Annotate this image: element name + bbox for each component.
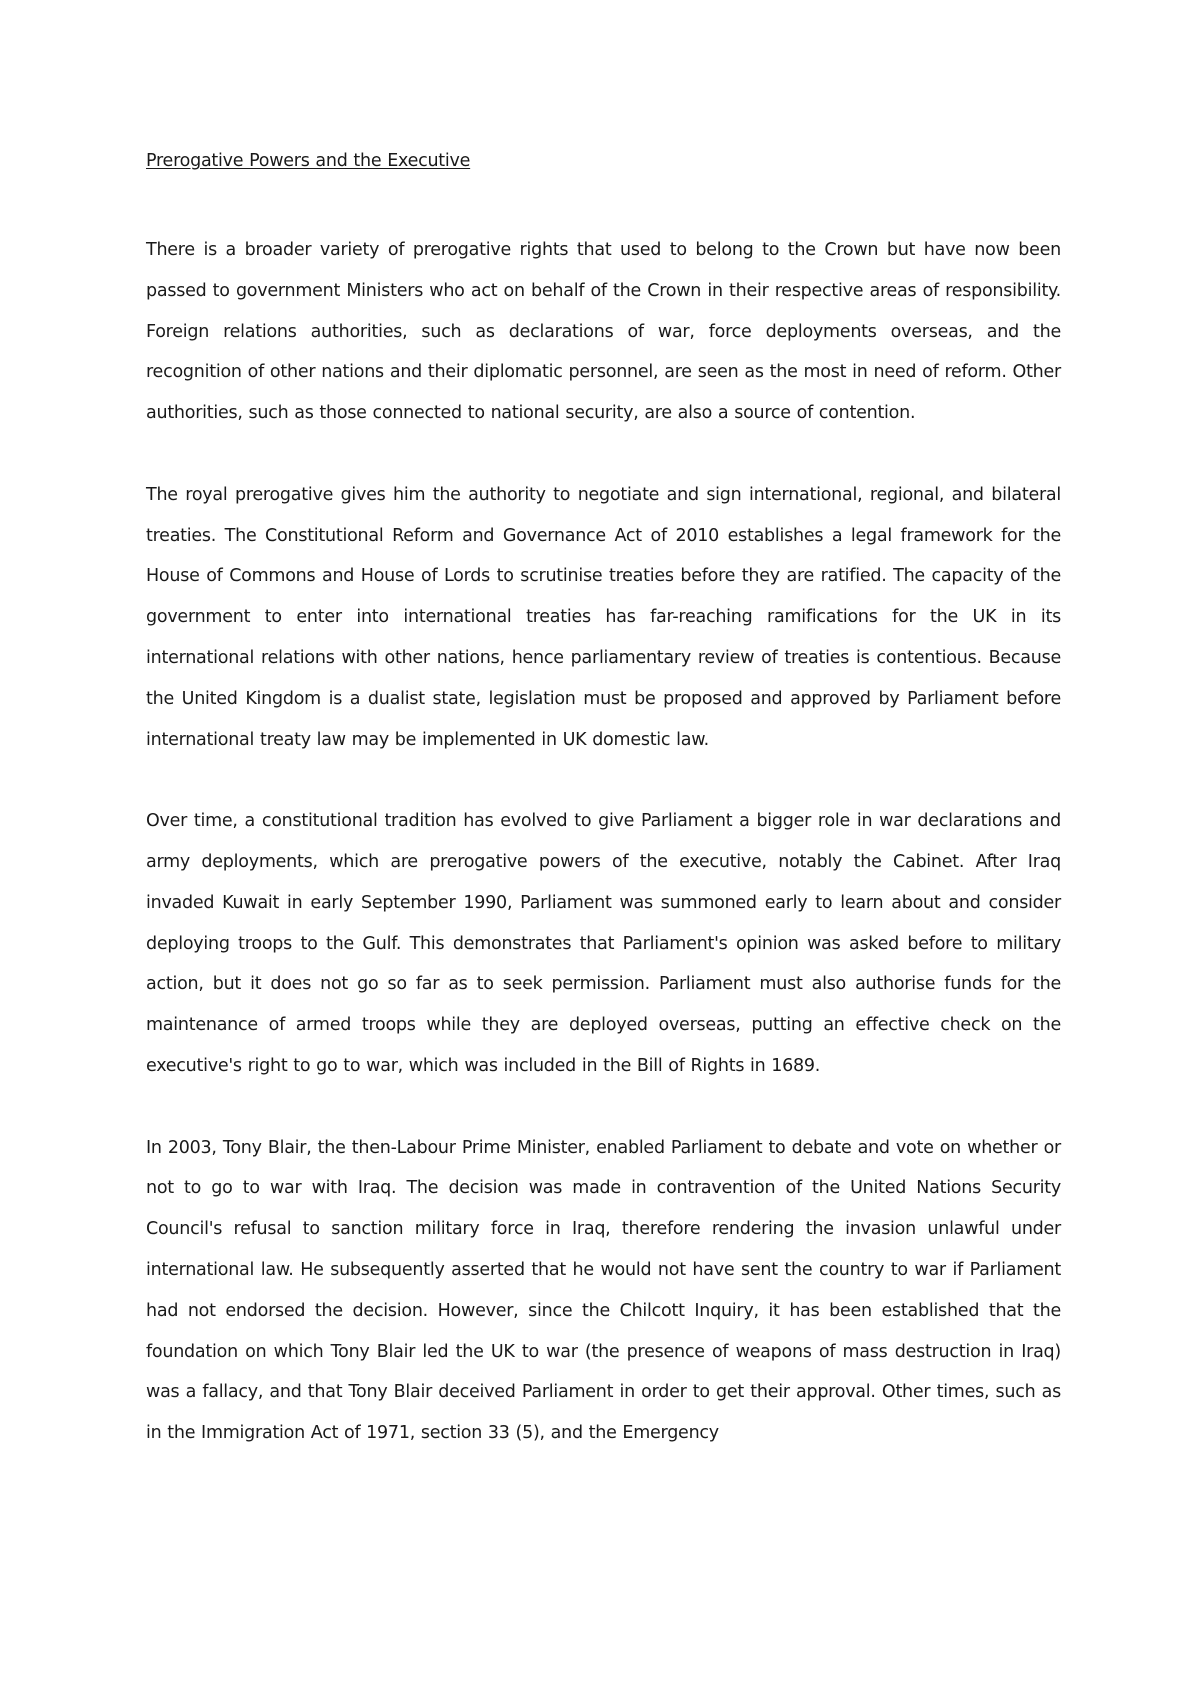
paragraph-treaties: The royal prerogative gives him the authority to negotiate and sign international, regional, and bilateral treaties. The Constitutional Reform and Governance Act of 2010 establishes a legal framework for the House of Commons and House of Lords to scrutinise treaties before they are ratified. The capacity of the government to enter into international treaties has far-reaching ramifications for the UK in its international relations with other nations, hence parliamentary review of treaties is contentious. Because the United Kingdom is a dualist state, legislation must be proposed and approved by Parliament before international treaty law may be implemented in UK domestic law. [146,484,1061,750]
paragraph-war-declarations: Over time, a constitutional tradition has evolved to give Parliament a bigger role in war declarations and army deployments, which are prerogative powers of the executive, notably the Cabinet. After Iraq invaded Kuwait in early September 1990, Parliament was summoned early to learn about and consider deploying troops to the Gulf. This demonstrates that Parliament's opinion was asked before to military action, but it does not go so far as to seek permission. Parliament must also authorise funds for the maintenance of armed troops while they are deployed overseas, putting an effective check on the executive's right to go to war, which was included in the Bill of Rights in 1689. [146,811,1061,1076]
paragraph-prerogative-rights: There is a broader variety of prerogative rights that used to belong to the Crown but have now been passed to government Ministers who act on behalf of the Crown in their respective areas of responsibility. Foreign relations authorities, such as declarations of war, force deployments overseas, and the recognition of other nations and their diplomatic personnel, are seen as the most in need of reform. Other authorities, such as those connected to national security, are also a source of contention. [146,240,1061,424]
spacer [146,434,1061,475]
document-body [146,146,1061,1454]
spacer [146,760,1061,801]
spacer [146,176,1061,230]
spacer [146,1087,1061,1128]
document-title: Prerogative Powers and the Executive [146,151,471,171]
paragraph-iraq-2003: In 2003, Tony Blair, the then-Labour Prime Minister, enabled Parliament to debate and vote on whether or not to go to war with Iraq. The decision was made in contravention of the United Nations Security Council's refusal to sanction military force in Iraq, therefore rendering the invasion unlawful under international law. He subsequently asserted that he would not have sent the country to war if Parliament had not endorsed the decision. However, since the Chilcott Inquiry, it has been established that the foundation on which Tony Blair led the UK to war (the presence of weapons of mass destruction in Iraq) was a fallacy, and that Tony Blair deceived Parliament in order to get their approval. Other times, such as in the Immigration Act of 1971, section 33 (5), and the Emergency [146,1137,1061,1444]
